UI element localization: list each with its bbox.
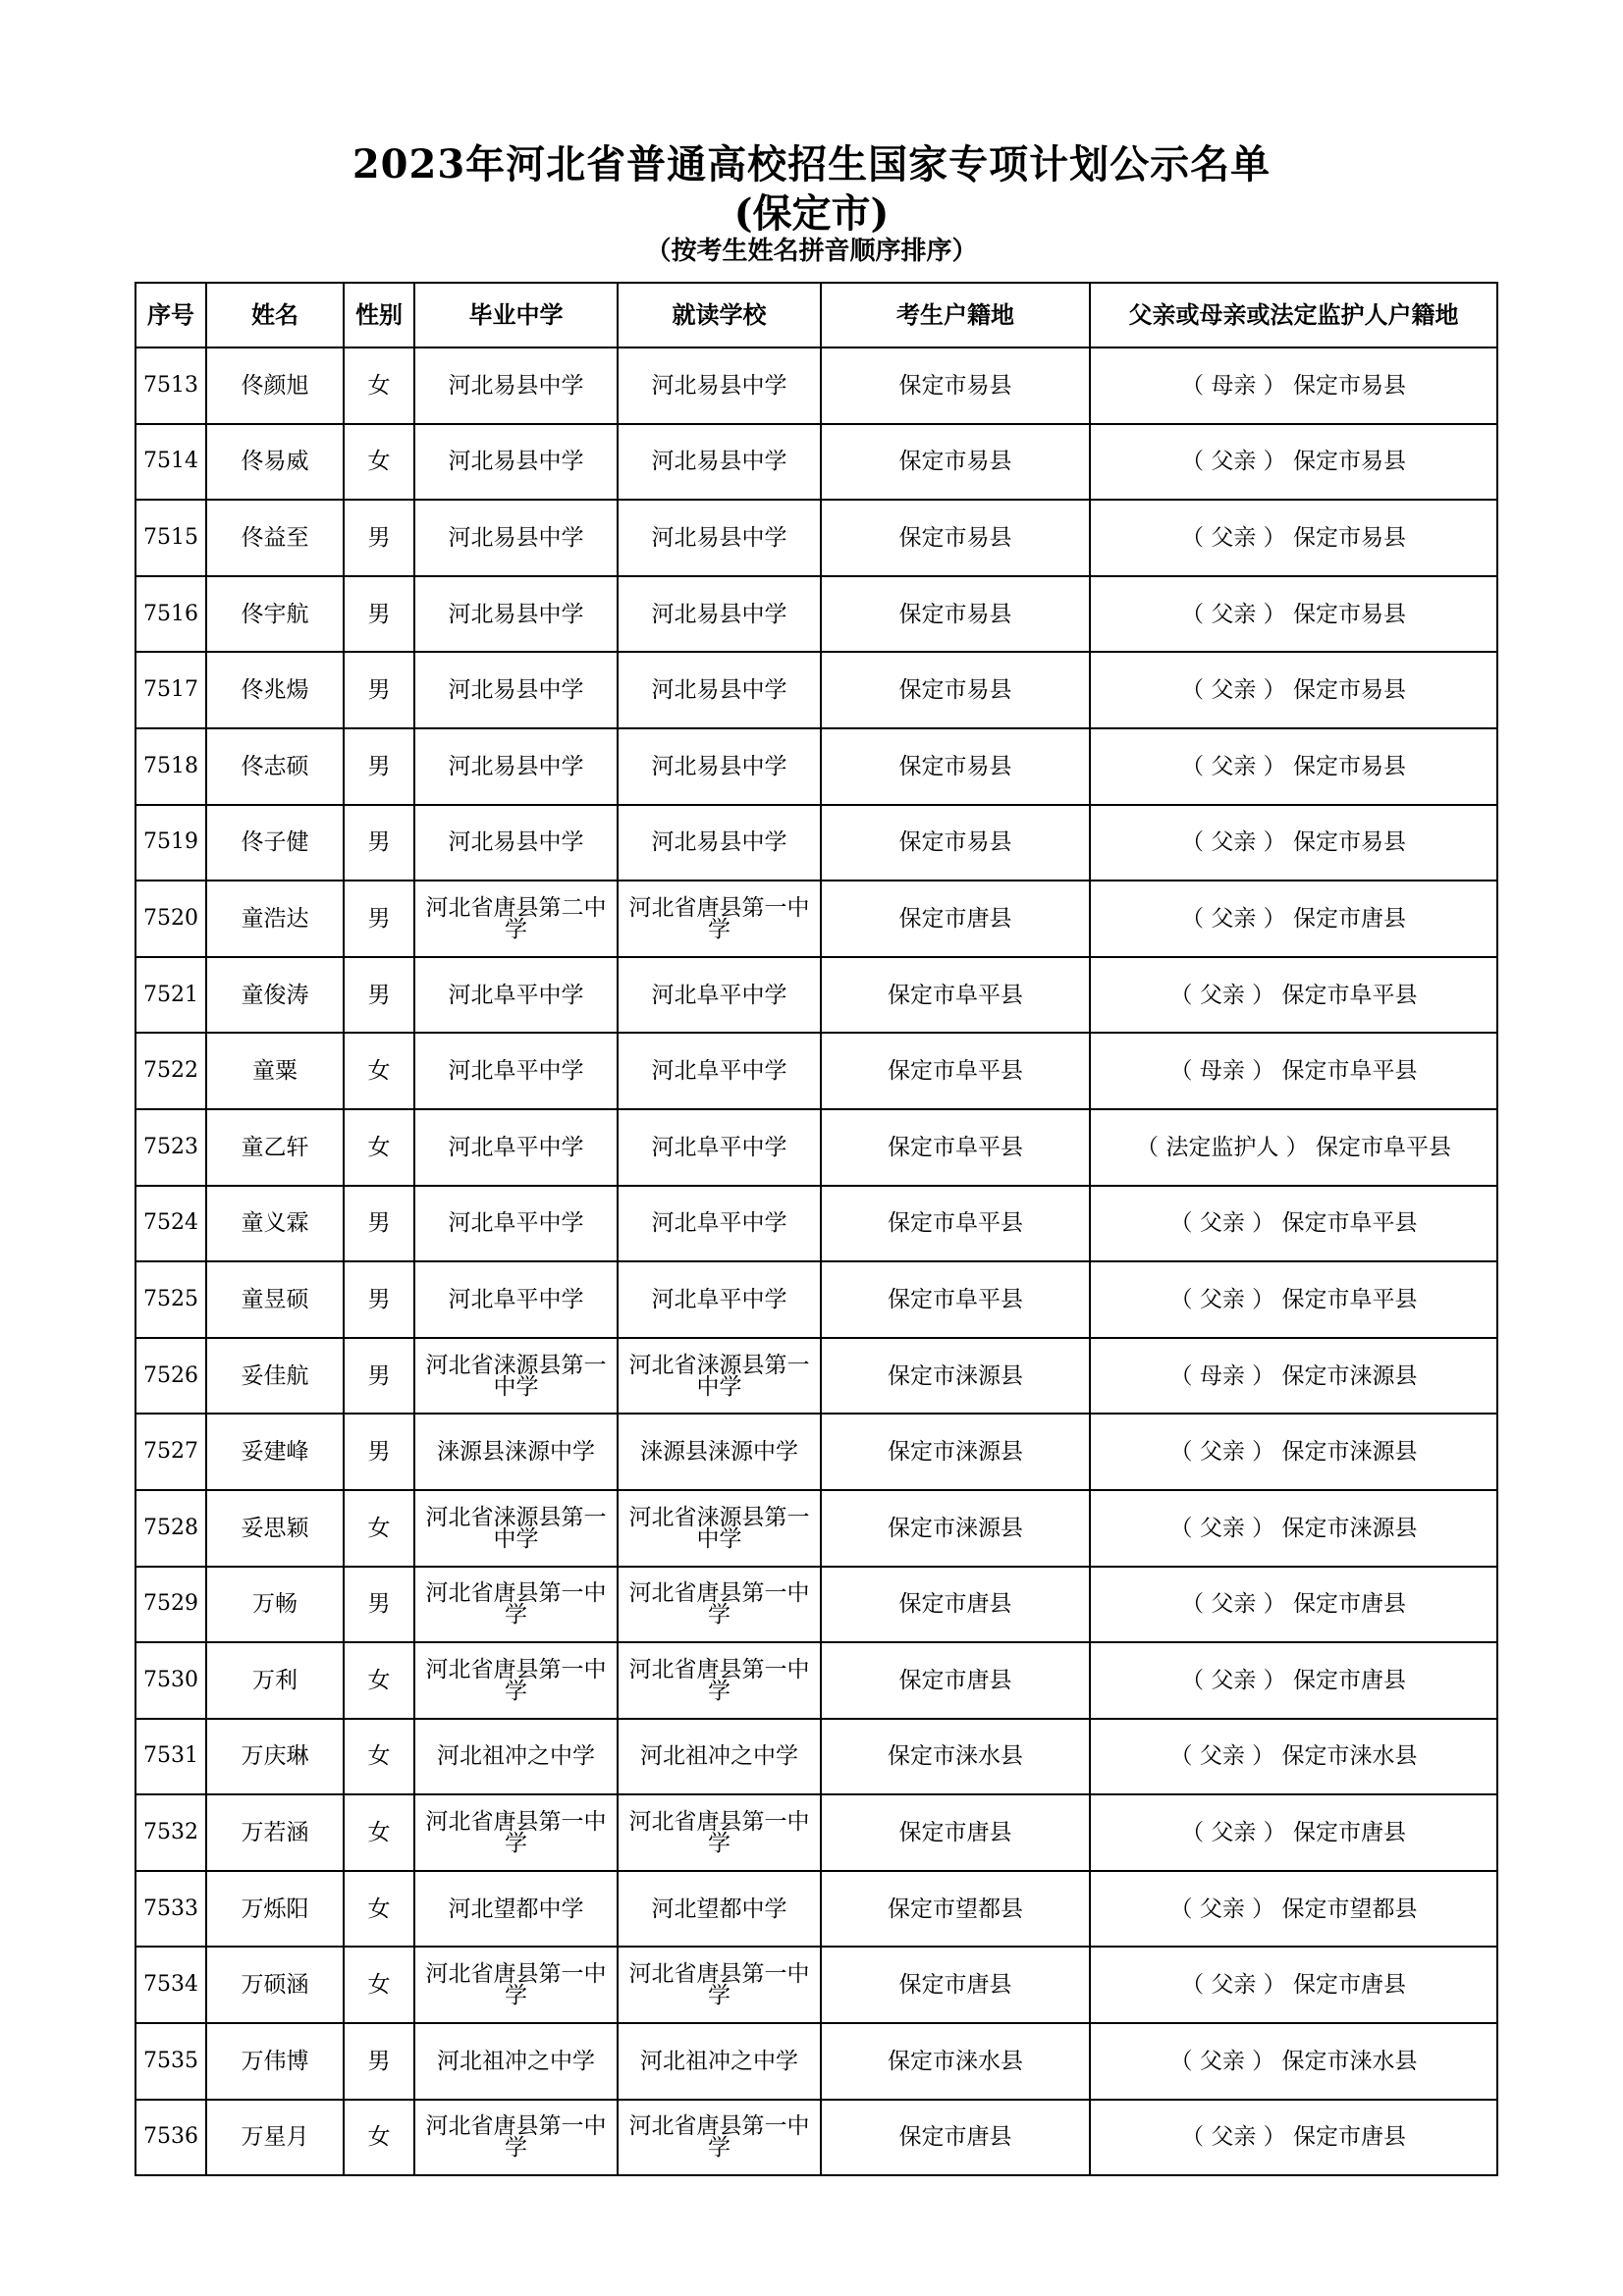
table-row — [135, 1109, 1497, 1186]
cell-guardian-residence: （ 父亲 ） 保定市易县 — [1090, 652, 1497, 728]
cell-name: 童粟 — [206, 1033, 344, 1109]
cell-seq: 7516 — [135, 576, 206, 653]
cell-graduation-school: 涞源县涞源中学 — [414, 1414, 618, 1490]
cell-guardian-residence: （ 父亲 ） 保定市易县 — [1090, 576, 1497, 653]
cell-student-residence: 保定市易县 — [821, 728, 1090, 805]
cell-current-school: 河北易县中学 — [618, 805, 821, 881]
cell-gender: 女 — [344, 1033, 414, 1109]
column-header-seq: 序号 — [135, 283, 206, 347]
cell-seq: 7514 — [135, 424, 206, 501]
table-row — [135, 2100, 1497, 2176]
cell-graduation-school: 河北省唐县第一中学 — [414, 1947, 618, 2023]
cell-gender: 女 — [344, 424, 414, 501]
cell-current-school: 河北阜平中学 — [618, 1186, 821, 1262]
cell-seq: 7527 — [135, 1414, 206, 1490]
table-row — [135, 805, 1497, 881]
cell-gender: 女 — [344, 1947, 414, 2023]
table-row — [135, 652, 1497, 728]
cell-name: 万利 — [206, 1642, 344, 1719]
cell-guardian-residence: （ 父亲 ） 保定市易县 — [1090, 500, 1497, 576]
cell-guardian-residence: （ 父亲 ） 保定市阜平县 — [1090, 957, 1497, 1034]
cell-name: 童昱硕 — [206, 1261, 344, 1338]
cell-guardian-residence: （ 父亲 ） 保定市涞源县 — [1090, 1490, 1497, 1567]
cell-student-residence: 保定市阜平县 — [821, 1033, 1090, 1109]
cell-current-school: 河北祖冲之中学 — [618, 1719, 821, 1795]
cell-current-school: 河北易县中学 — [618, 576, 821, 653]
cell-graduation-school: 河北易县中学 — [414, 805, 618, 881]
cell-student-residence: 保定市阜平县 — [821, 1109, 1090, 1186]
cell-guardian-residence: （ 父亲 ） 保定市唐县 — [1090, 1947, 1497, 2023]
table-row — [135, 1871, 1497, 1948]
cell-student-residence: 保定市唐县 — [821, 2100, 1090, 2176]
table-row — [135, 1567, 1497, 1643]
cell-current-school: 河北阜平中学 — [618, 957, 821, 1034]
cell-gender: 男 — [344, 2023, 414, 2100]
cell-name: 妥思颖 — [206, 1490, 344, 1567]
cell-graduation-school: 河北易县中学 — [414, 576, 618, 653]
cell-current-school: 河北望都中学 — [618, 1871, 821, 1948]
cell-graduation-school: 河北省唐县第二中学 — [414, 881, 618, 957]
cell-graduation-school: 河北阜平中学 — [414, 1186, 618, 1262]
cell-gender: 女 — [344, 1871, 414, 1948]
cell-gender: 女 — [344, 1794, 414, 1871]
cell-graduation-school: 河北省涞源县第一中学 — [414, 1490, 618, 1567]
cell-student-residence: 保定市易县 — [821, 500, 1090, 576]
cell-student-residence: 保定市易县 — [821, 347, 1090, 424]
cell-guardian-residence: （ 母亲 ） 保定市阜平县 — [1090, 1033, 1497, 1109]
cell-current-school: 河北阜平中学 — [618, 1109, 821, 1186]
table-row — [135, 576, 1497, 653]
cell-graduation-school: 河北阜平中学 — [414, 1109, 618, 1186]
cell-gender: 男 — [344, 500, 414, 576]
cell-name: 万伟博 — [206, 2023, 344, 2100]
cell-seq: 7533 — [135, 1871, 206, 1948]
cell-seq: 7519 — [135, 805, 206, 881]
cell-gender: 男 — [344, 652, 414, 728]
cell-graduation-school: 河北省唐县第一中学 — [414, 1567, 618, 1643]
cell-name: 佟宇航 — [206, 576, 344, 653]
cell-seq: 7523 — [135, 1109, 206, 1186]
cell-seq: 7525 — [135, 1261, 206, 1338]
cell-seq: 7521 — [135, 957, 206, 1034]
cell-seq: 7530 — [135, 1642, 206, 1719]
table-row — [135, 957, 1497, 1034]
cell-seq: 7526 — [135, 1338, 206, 1415]
cell-graduation-school: 河北祖冲之中学 — [414, 2023, 618, 2100]
cell-seq: 7535 — [135, 2023, 206, 2100]
cell-gender: 男 — [344, 728, 414, 805]
cell-graduation-school: 河北省唐县第一中学 — [414, 1794, 618, 1871]
cell-name: 童乙轩 — [206, 1109, 344, 1186]
cell-name: 佟易威 — [206, 424, 344, 501]
cell-guardian-residence: （ 父亲 ） 保定市易县 — [1090, 805, 1497, 881]
cell-seq: 7518 — [135, 728, 206, 805]
cell-seq: 7536 — [135, 2100, 206, 2176]
cell-graduation-school: 河北祖冲之中学 — [414, 1719, 618, 1795]
cell-guardian-residence: （ 父亲 ） 保定市涞水县 — [1090, 1719, 1497, 1795]
cell-graduation-school: 河北易县中学 — [414, 347, 618, 424]
cell-graduation-school: 河北易县中学 — [414, 728, 618, 805]
cell-gender: 女 — [344, 347, 414, 424]
cell-graduation-school: 河北望都中学 — [414, 1871, 618, 1948]
cell-graduation-school: 河北阜平中学 — [414, 957, 618, 1034]
cell-name: 童义霖 — [206, 1186, 344, 1262]
cell-graduation-school: 河北省唐县第一中学 — [414, 1642, 618, 1719]
cell-current-school: 河北省唐县第一中学 — [618, 1794, 821, 1871]
table-row — [135, 424, 1497, 501]
table-row — [135, 1033, 1497, 1109]
cell-seq: 7529 — [135, 1567, 206, 1643]
column-header-graduation-school: 毕业中学 — [414, 283, 618, 347]
table-row — [135, 1490, 1497, 1567]
cell-name: 童浩达 — [206, 881, 344, 957]
cell-guardian-residence: （ 父亲 ） 保定市易县 — [1090, 424, 1497, 501]
cell-current-school: 河北易县中学 — [618, 728, 821, 805]
cell-current-school: 河北省唐县第一中学 — [618, 1567, 821, 1643]
cell-graduation-school: 河北省唐县第一中学 — [414, 2100, 618, 2176]
cell-student-residence: 保定市望都县 — [821, 1871, 1090, 1948]
sort-note: （按考生姓名拼音顺序排序） — [645, 237, 978, 266]
cell-name: 万畅 — [206, 1567, 344, 1643]
table-row — [135, 1794, 1497, 1871]
cell-guardian-residence: （ 母亲 ） 保定市涞源县 — [1090, 1338, 1497, 1415]
cell-student-residence: 保定市涞源县 — [821, 1490, 1090, 1567]
cell-current-school: 河北易县中学 — [618, 500, 821, 576]
cell-current-school: 河北阜平中学 — [618, 1261, 821, 1338]
table-row — [135, 1947, 1497, 2023]
table-row — [135, 1186, 1497, 1262]
cell-guardian-residence: （ 法定监护人 ） 保定市阜平县 — [1090, 1109, 1497, 1186]
cell-gender: 女 — [344, 1642, 414, 1719]
table-row — [135, 1414, 1497, 1490]
cell-seq: 7528 — [135, 1490, 206, 1567]
cell-guardian-residence: （ 父亲 ） 保定市望都县 — [1090, 1871, 1497, 1948]
cell-graduation-school: 河北易县中学 — [414, 424, 618, 501]
roster-table — [135, 282, 1498, 2176]
page-subtitle: (保定市) — [733, 190, 890, 237]
cell-current-school: 河北省唐县第一中学 — [618, 2100, 821, 2176]
cell-gender: 男 — [344, 1414, 414, 1490]
cell-seq: 7515 — [135, 500, 206, 576]
cell-gender: 男 — [344, 957, 414, 1034]
cell-student-residence: 保定市涞源县 — [821, 1338, 1090, 1415]
cell-name: 佟志硕 — [206, 728, 344, 805]
cell-name: 佟益至 — [206, 500, 344, 576]
cell-student-residence: 保定市涞水县 — [821, 2023, 1090, 2100]
cell-current-school: 河北易县中学 — [618, 347, 821, 424]
cell-student-residence: 保定市涞源县 — [821, 1414, 1090, 1490]
cell-student-residence: 保定市唐县 — [821, 1947, 1090, 2023]
cell-guardian-residence: （ 父亲 ） 保定市唐县 — [1090, 1642, 1497, 1719]
table-header-row — [135, 283, 1497, 347]
cell-name: 佟子健 — [206, 805, 344, 881]
cell-student-residence: 保定市唐县 — [821, 881, 1090, 957]
table-row — [135, 347, 1497, 424]
cell-name: 万若涵 — [206, 1794, 344, 1871]
cell-current-school: 涞源县涞源中学 — [618, 1414, 821, 1490]
cell-current-school: 河北省涞源县第一中学 — [618, 1490, 821, 1567]
cell-student-residence: 保定市易县 — [821, 652, 1090, 728]
cell-seq: 7517 — [135, 652, 206, 728]
table-row — [135, 881, 1497, 957]
cell-student-residence: 保定市涞水县 — [821, 1719, 1090, 1795]
cell-name: 妥建峰 — [206, 1414, 344, 1490]
cell-name: 万庆琳 — [206, 1719, 344, 1795]
cell-student-residence: 保定市阜平县 — [821, 1186, 1090, 1262]
table-row — [135, 728, 1497, 805]
cell-student-residence: 保定市阜平县 — [821, 957, 1090, 1034]
cell-name: 妥佳航 — [206, 1338, 344, 1415]
column-header-student-residence: 考生户籍地 — [821, 283, 1090, 347]
cell-gender: 女 — [344, 1490, 414, 1567]
cell-current-school: 河北祖冲之中学 — [618, 2023, 821, 2100]
cell-seq: 7524 — [135, 1186, 206, 1262]
cell-gender: 男 — [344, 881, 414, 957]
cell-name: 万星月 — [206, 2100, 344, 2176]
cell-guardian-residence: （ 父亲 ） 保定市涞源县 — [1090, 1414, 1497, 1490]
cell-gender: 女 — [344, 2100, 414, 2176]
cell-graduation-school: 河北阜平中学 — [414, 1261, 618, 1338]
cell-guardian-residence: （ 父亲 ） 保定市阜平县 — [1090, 1186, 1497, 1262]
cell-name: 万烁阳 — [206, 1871, 344, 1948]
table-row — [135, 500, 1497, 576]
cell-current-school: 河北省唐县第一中学 — [618, 1642, 821, 1719]
cell-student-residence: 保定市阜平县 — [821, 1261, 1090, 1338]
cell-guardian-residence: （ 父亲 ） 保定市唐县 — [1090, 881, 1497, 957]
cell-graduation-school: 河北易县中学 — [414, 652, 618, 728]
column-header-gender: 性别 — [344, 283, 414, 347]
table-row — [135, 1642, 1497, 1719]
cell-current-school: 河北省涞源县第一中学 — [618, 1338, 821, 1415]
cell-seq: 7532 — [135, 1794, 206, 1871]
cell-gender: 男 — [344, 805, 414, 881]
cell-seq: 7520 — [135, 881, 206, 957]
page-title: 2023年河北省普通高校招生国家专项计划公示名单 — [352, 141, 1271, 187]
column-header-current-school: 就读学校 — [618, 283, 821, 347]
cell-guardian-residence: （ 父亲 ） 保定市唐县 — [1090, 2100, 1497, 2176]
cell-graduation-school: 河北阜平中学 — [414, 1033, 618, 1109]
cell-current-school: 河北省唐县第一中学 — [618, 1947, 821, 2023]
cell-guardian-residence: （ 父亲 ） 保定市涞水县 — [1090, 2023, 1497, 2100]
table-row — [135, 1719, 1497, 1795]
cell-seq: 7534 — [135, 1947, 206, 2023]
cell-guardian-residence: （ 父亲 ） 保定市阜平县 — [1090, 1261, 1497, 1338]
cell-student-residence: 保定市唐县 — [821, 1567, 1090, 1643]
cell-seq: 7531 — [135, 1719, 206, 1795]
cell-current-school: 河北阜平中学 — [618, 1033, 821, 1109]
cell-student-residence: 保定市易县 — [821, 424, 1090, 501]
cell-guardian-residence: （ 母亲 ） 保定市易县 — [1090, 347, 1497, 424]
cell-student-residence: 保定市易县 — [821, 576, 1090, 653]
cell-guardian-residence: （ 父亲 ） 保定市易县 — [1090, 728, 1497, 805]
column-header-guardian-residence: 父亲或母亲或法定监护人户籍地 — [1090, 283, 1497, 347]
cell-gender: 男 — [344, 1186, 414, 1262]
cell-current-school: 河北易县中学 — [618, 652, 821, 728]
cell-gender: 女 — [344, 1109, 414, 1186]
cell-current-school: 河北省唐县第一中学 — [618, 881, 821, 957]
column-header-name: 姓名 — [206, 283, 344, 347]
cell-student-residence: 保定市唐县 — [821, 1642, 1090, 1719]
table-row — [135, 1338, 1497, 1415]
cell-student-residence: 保定市易县 — [821, 805, 1090, 881]
cell-guardian-residence: （ 父亲 ） 保定市唐县 — [1090, 1567, 1497, 1643]
cell-seq: 7522 — [135, 1033, 206, 1109]
cell-gender: 男 — [344, 1338, 414, 1415]
cell-guardian-residence: （ 父亲 ） 保定市唐县 — [1090, 1794, 1497, 1871]
table-row — [135, 1261, 1497, 1338]
cell-name: 童俊涛 — [206, 957, 344, 1034]
cell-seq: 7513 — [135, 347, 206, 424]
cell-gender: 男 — [344, 1261, 414, 1338]
cell-gender: 男 — [344, 576, 414, 653]
cell-name: 佟颜旭 — [206, 347, 344, 424]
cell-current-school: 河北易县中学 — [618, 424, 821, 501]
cell-student-residence: 保定市唐县 — [821, 1794, 1090, 1871]
cell-name: 佟兆煬 — [206, 652, 344, 728]
table-row — [135, 2023, 1497, 2100]
cell-gender: 女 — [344, 1719, 414, 1795]
cell-gender: 男 — [344, 1567, 414, 1643]
cell-graduation-school: 河北省涞源县第一中学 — [414, 1338, 618, 1415]
cell-graduation-school: 河北易县中学 — [414, 500, 618, 576]
cell-name: 万硕涵 — [206, 1947, 344, 2023]
